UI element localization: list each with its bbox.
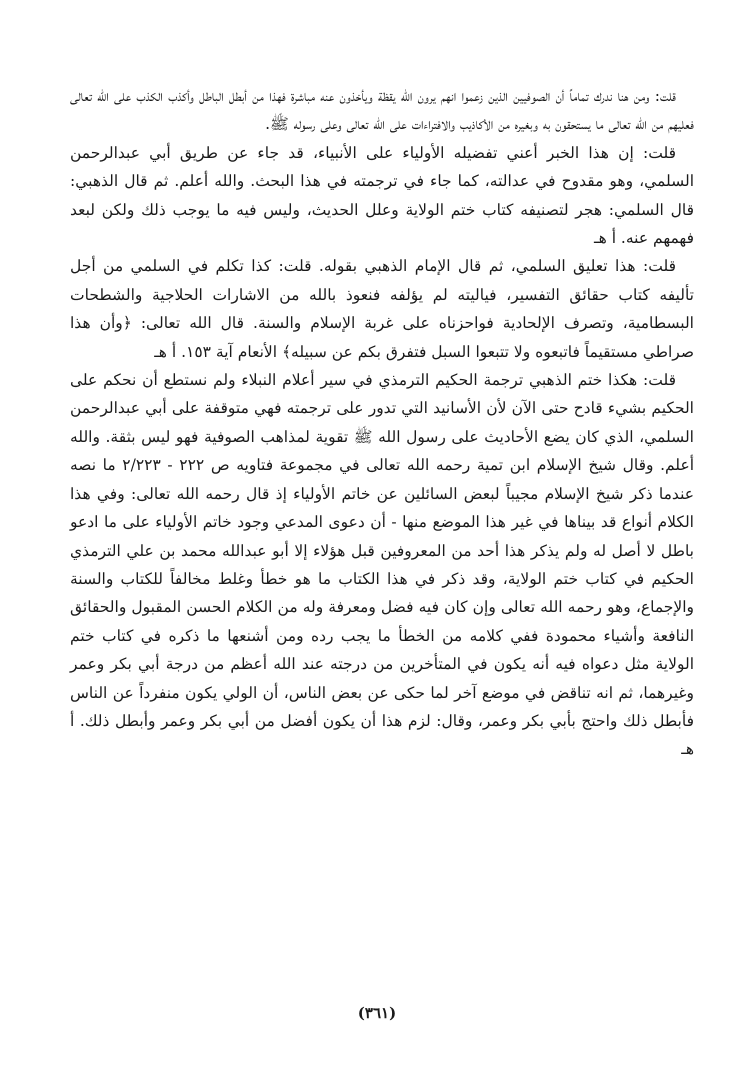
page-number: (٣٦١)	[357, 1004, 397, 1022]
page-body	[70, 82, 694, 764]
paragraph-3: قلت: هذا تعليق السلمي، ثم قال الإمام الذهبي بقوله. قلت: كذا تكلم في السلمي من أجل تأليفه كتاب حقائق التفسير، فياليته لم يؤلفه فنعوذ بالله من الاشارات الحلاجية والشطحات البسطامية، وتصرف الإلحادية فواحزناه على غربة الإسلام والسنة. قال الله تعالى: ﴿وأن هذا صراطي مستقيماً فاتبعوه ولا تتبعوا السبل فتفرق بكم عن سبيله﴾ الأنعام آية ١٥٣. أ هـ	[70, 257, 694, 361]
paragraph-4: قلت: هكذا ختم الذهبي ترجمة الحكيم الترمذي في سير أعلام النبلاء ولم نستطع أن نحكم على الحكيم بشيء قادح حتى الآن لأن الأسانيد التي تدور على ترجمته فهي متوقفة على أبي عبدالرحمن السلمي، الذي كان يضع الأحاديث على رسول الله ﷺ تقوية لمذاهب الصوفية فهو ليس بثقة. والله أعلم. وقال شيخ الإسلام ابن تمية رحمه الله تعالى في مجموعة فتاويه ص ٢٢٢ - ٢/٢٢٣ ما نصه عندما ذكر شيخ الإسلام مجيباً لبعض السائلين عن خاتم الأولياء إذ قال رحمه الله تعالى: وفي هذا الكلام أنواع قد بيناها في غير هذا الموضع منها - أن دعوى المدعي وجود خاتم الأولياء على ما ادعو باطل لا أصل له ولم يذكر هذا أحد من المعروفين قبل هؤلاء إلا أبو عبدالله محمد بن علي الترمذي الحكيم في كتاب ختم الولاية، وقد ذكر في هذا الكتاب ما هو خطأ وغلط مخالفاً للكتاب والسنة والإجماع، وهو رحمه الله تعالى وإن كان فيه فضل ومعرفة وله من الكلام الحسن المقبول والحقائق النافعة وأشياء محمودة ففي كلامه من الخطأ ما يجب رده ومن أشنعها ما ذكره في كتاب ختم الولاية مثل دعواه فيه أنه يكون في المتأخرين من درجته عند الله أعظم من درجة أبي بكر وعمر وغيرهما، ثم انه تناقض في موضع آخر لما حكى عن بعض الناس، أن الولي يكون منفرداً عن الناس فأبطل ذلك واحتج بأبي بكر وعمر، وقال: لزم هذا أن يكون أفضل من أبي بكر وعمر وأبطل ذلك. أ هـ	[70, 371, 694, 759]
paragraph-1: قلت: ومن هنا ندرك تماماً أن الصوفيين الذين زعموا انهم يرون الله يقظة ويأخذون عنه مباشرة فهذا من أبطل الباطل وأكذب الكذب على الله تعالى فعليهم من الله تعالى ما يستحقون به وبغيره من الأكاذيب والافتراءات على الله تعالى وعلى رسوله ﷺ.	[70, 87, 694, 134]
paragraph-2: قلت: إن هذا الخبر أعني تفضيله الأولياء على الأنبياء، قد جاء عن طريق أبي عبدالرحمن السلمي، وهو مقدوح في عدالته، كما جاء في ترجمته في هذا البحث. والله أعلم. ثم قال الذهبي: قال السلمي: هجر لتصنيفه كتاب ختم الولاية وعلل الحديث، وليس فيه ما يوجب ذلك ولكن لبعد فهمهم عنه. أ هـ	[70, 143, 694, 248]
